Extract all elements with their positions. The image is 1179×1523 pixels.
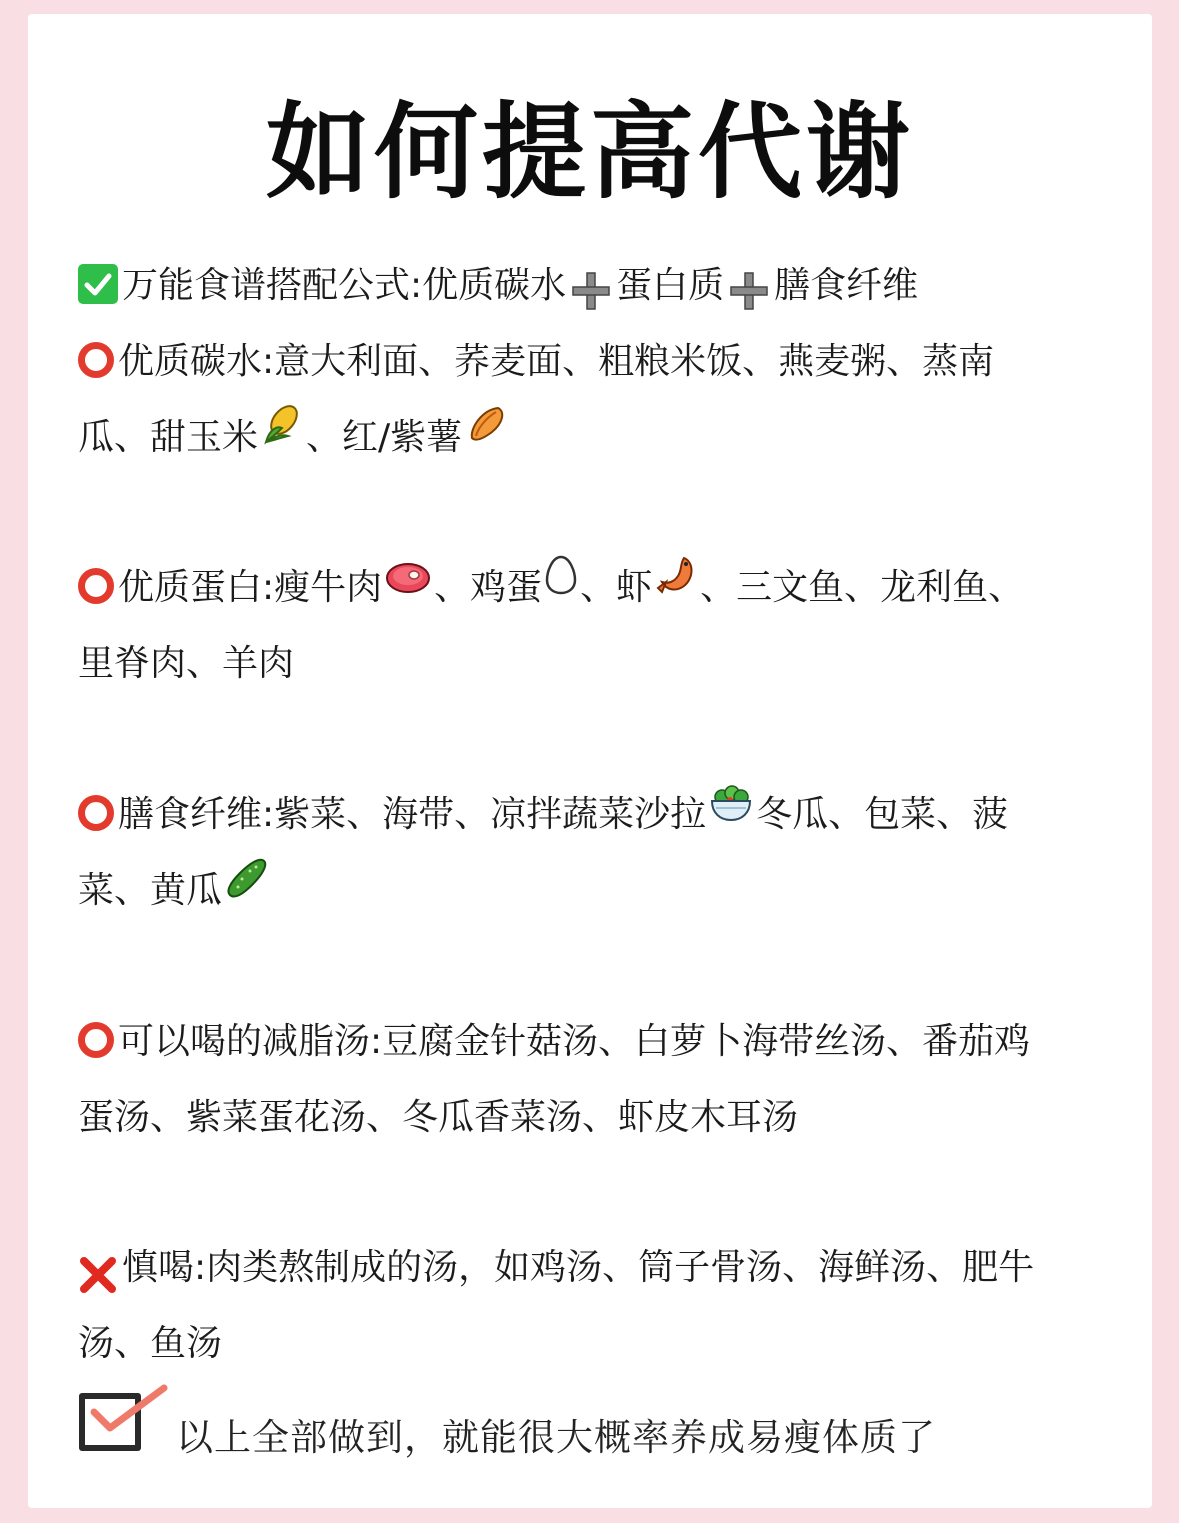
carbs-line-1: 优质碳水:意大利面、荞麦面、粗粮米饭、燕麦粥、蒸南	[118, 341, 995, 382]
protein-line-1c: 、虾	[580, 567, 653, 608]
footer-text: 以上全部做到，就能很大概率养成易瘦体质了	[176, 1416, 936, 1459]
plus-icon	[570, 263, 612, 305]
protein-line-1a: 优质蛋白:瘦牛肉	[118, 567, 383, 608]
formula-line	[78, 248, 1108, 324]
fiber-section	[78, 777, 1108, 929]
sweet-potato-icon	[464, 397, 508, 473]
footer-note	[76, 1382, 1136, 1472]
fiber-line-1a: 膳食纤维:紫菜、海带、凉拌蔬菜沙拉	[118, 794, 707, 835]
shrimp-icon	[654, 547, 698, 623]
soup-line-1: 可以喝的减脂汤:豆腐金针菇汤、白萝卜海带丝汤、番茄鸡	[118, 1021, 1031, 1062]
content-card	[28, 14, 1152, 1508]
protein-section	[78, 550, 1108, 702]
page-title: 如何提高代谢	[265, 91, 914, 213]
plus-icon	[728, 263, 770, 305]
protein-line-1d: 、三文鱼、龙利鱼、	[700, 567, 1025, 608]
meat-icon	[384, 547, 432, 623]
corn-icon	[260, 397, 304, 473]
carbs-line-3: 、红/紫薯	[306, 417, 463, 458]
red-cross-icon	[78, 1246, 118, 1286]
formula-mid: 蛋白质	[616, 265, 725, 306]
carbs-line-2: 瓜、甜玉米	[78, 417, 259, 458]
avoid-section	[78, 1230, 1108, 1382]
cucumber-icon	[224, 850, 270, 926]
protein-line-1b: 、鸡蛋	[434, 567, 543, 608]
fiber-line-1b: 冬瓜、包菜、菠	[756, 794, 1009, 835]
avoid-line-2: 汤、鱼汤	[78, 1323, 223, 1364]
soup-section	[78, 1004, 1108, 1156]
green-check-icon	[78, 264, 118, 304]
red-circle-icon	[78, 795, 114, 831]
carbs-section	[78, 324, 1108, 476]
egg-icon	[544, 547, 578, 623]
fiber-line-2: 菜、黄瓜	[78, 870, 223, 911]
avoid-line-1: 慎喝:肉类熬制成的汤，如鸡汤、筒子骨汤、海鲜汤、肥牛	[122, 1247, 1035, 1288]
soup-line-2: 蛋汤、紫菜蛋花汤、冬瓜香菜汤、虾皮木耳汤	[78, 1097, 799, 1138]
checkbox-checked-icon	[76, 1382, 172, 1458]
formula-prefix: 万能食谱搭配公式:优质碳水	[122, 265, 567, 306]
salad-icon	[708, 774, 754, 850]
red-circle-icon	[78, 1022, 114, 1058]
red-circle-icon	[78, 342, 114, 378]
protein-line-2: 里脊肉、羊肉	[78, 643, 295, 684]
red-circle-icon	[78, 568, 114, 604]
formula-end: 膳食纤维	[774, 265, 919, 306]
